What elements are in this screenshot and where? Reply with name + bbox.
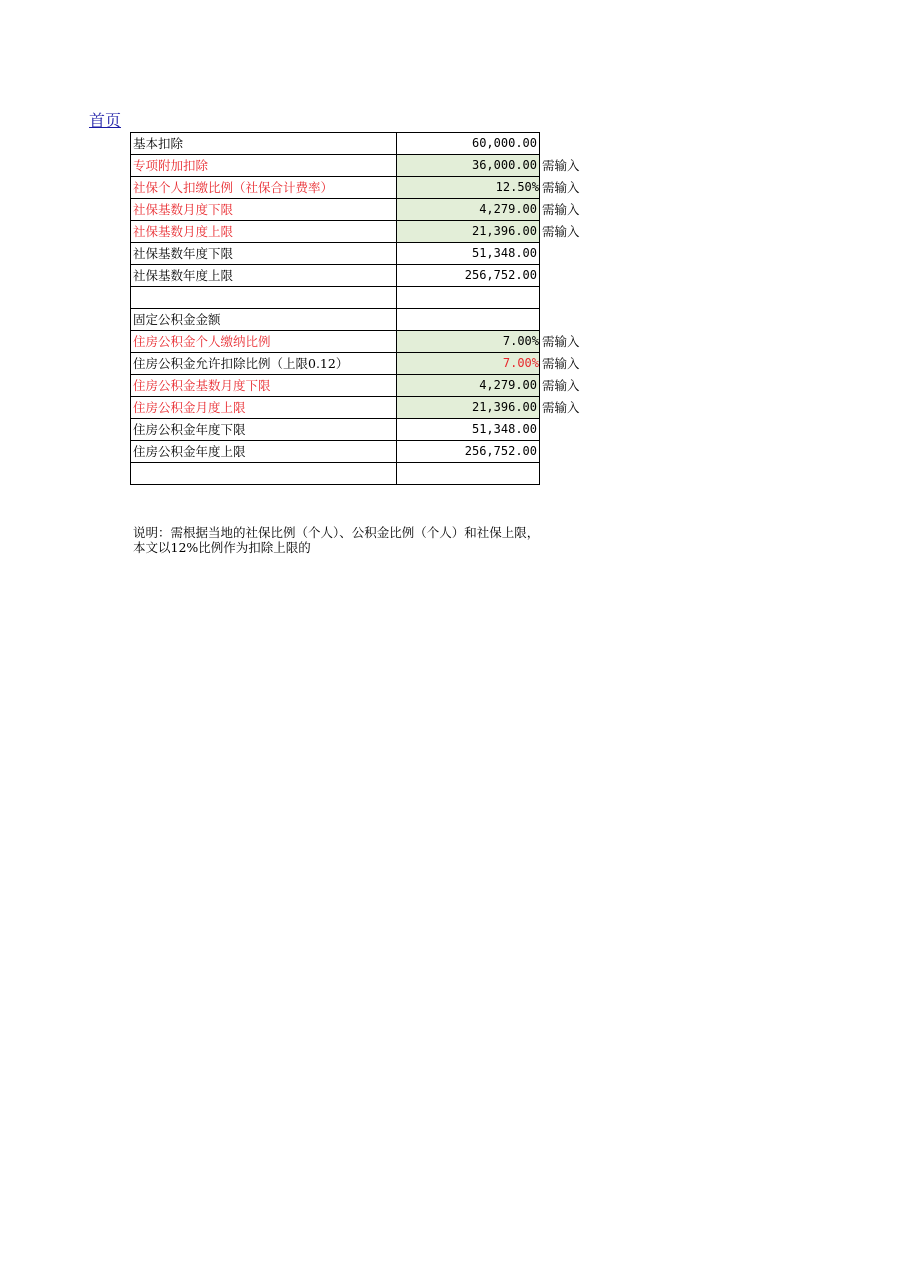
row-label: 社保基数月度下限 [131, 199, 397, 221]
row-value-input[interactable]: 21,396.00 [397, 221, 540, 243]
table-row [131, 397, 605, 419]
input-hint [540, 463, 605, 485]
input-hint [540, 419, 605, 441]
row-label: 住房公积金年度下限 [131, 419, 397, 441]
table-row [131, 375, 605, 397]
row-label: 社保基数年度下限 [131, 243, 397, 265]
row-label: 专项附加扣除 [131, 155, 397, 177]
table-row [131, 155, 605, 177]
input-hint: 需输入 [542, 158, 580, 173]
input-hint [540, 243, 605, 265]
input-hint: 需输入 [542, 224, 580, 239]
row-value-cell[interactable] [397, 287, 540, 309]
home-link[interactable]: 首页 [89, 111, 122, 130]
table-row [131, 221, 605, 243]
explanation-note: 说明：需根据当地的社保比例（个人）、公积金比例（个人）和社保上限，本文以12%比例作为扣除上限的 [133, 525, 540, 555]
row-label: 固定公积金金额 [131, 309, 397, 331]
row-value-input[interactable]: 21,396.00 [397, 397, 540, 419]
row-value-cell[interactable]: 256,752.00 [397, 441, 540, 463]
table-row [131, 309, 605, 331]
row-value-cell[interactable]: 60,000.00 [397, 133, 540, 155]
input-hint [540, 133, 605, 155]
input-hint [540, 309, 605, 331]
input-hint: 需输入 [542, 400, 580, 415]
row-value-cell[interactable] [397, 309, 540, 331]
input-hint [540, 265, 605, 287]
row-value-input[interactable]: 7.00% [397, 353, 540, 375]
input-hint: 需输入 [542, 180, 580, 195]
row-label: 社保基数年度上限 [131, 265, 397, 287]
table-row [131, 133, 605, 155]
table-row [131, 419, 605, 441]
row-label: 住房公积金年度上限 [131, 441, 397, 463]
row-label: 住房公积金个人缴纳比例 [131, 331, 397, 353]
row-value-cell[interactable]: 256,752.00 [397, 265, 540, 287]
input-hint: 需输入 [542, 334, 580, 349]
input-hint: 需输入 [542, 378, 580, 393]
row-value-cell[interactable]: 51,348.00 [397, 419, 540, 441]
row-label [131, 463, 397, 485]
table-row [131, 287, 605, 309]
deduction-settings-table [130, 132, 605, 485]
table-row [131, 265, 605, 287]
input-hint: 需输入 [542, 356, 580, 371]
row-value-cell[interactable]: 51,348.00 [397, 243, 540, 265]
table-row [131, 243, 605, 265]
row-label: 社保基数月度上限 [131, 221, 397, 243]
row-value-input[interactable]: 36,000.00 [397, 155, 540, 177]
table-row [131, 331, 605, 353]
table-row [131, 353, 605, 375]
table-row [131, 199, 605, 221]
row-value-input[interactable]: 4,279.00 [397, 199, 540, 221]
input-hint [540, 441, 605, 463]
row-label: 基本扣除 [131, 133, 397, 155]
row-label [131, 287, 397, 309]
row-label: 住房公积金允许扣除比例（上限0.12） [131, 353, 397, 375]
table-row [131, 441, 605, 463]
row-label: 住房公积金基数月度下限 [131, 375, 397, 397]
row-value-input[interactable]: 12.50% [397, 177, 540, 199]
input-hint: 需输入 [542, 202, 580, 217]
input-hint [540, 287, 605, 309]
row-value-input[interactable]: 4,279.00 [397, 375, 540, 397]
row-label: 社保个人扣缴比例（社保合计费率） [131, 177, 397, 199]
row-value-input[interactable]: 7.00% [397, 331, 540, 353]
table-row [131, 463, 605, 485]
row-label: 住房公积金月度上限 [131, 397, 397, 419]
row-value-cell[interactable] [397, 463, 540, 485]
table-row [131, 177, 605, 199]
